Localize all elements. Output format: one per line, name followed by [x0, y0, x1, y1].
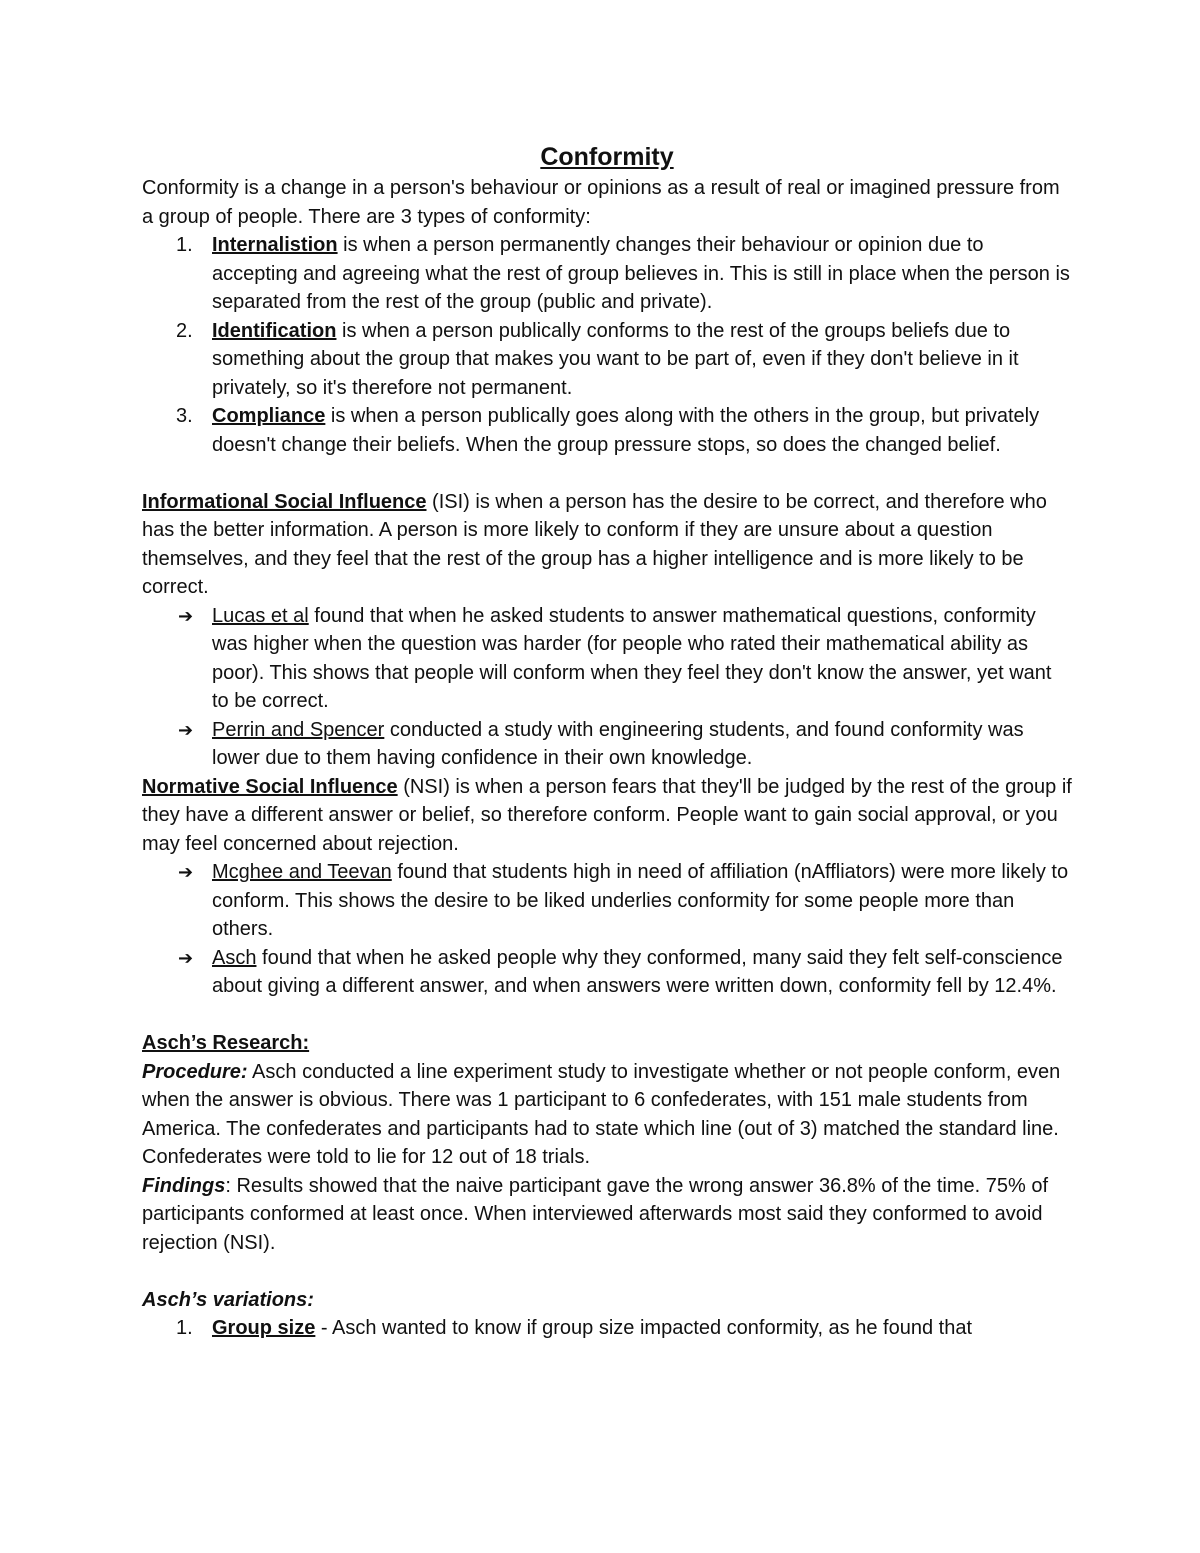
- isi-evidence-list: [142, 602, 1072, 773]
- procedure-text: Asch conducted a line experiment study to investigate whether or not people conform, even when the answer is obvious. There was 1 participant to 6 confederates, with 151 male students from America. The confederates and participants had to state which line (out of 3) matched the standard line. Confederates were told to lie for 12 out of 18 trials.: [142, 1060, 1061, 1168]
- term-definition: is when a person publically goes along with the others in the group, but privately doesn't change their beliefs. When the group pressure stops, so does the changed belief.: [212, 405, 1040, 456]
- isi-paragraph: [142, 488, 1072, 602]
- arrow-bullet-icon: ➔: [178, 719, 194, 740]
- variations-list: [142, 1314, 1072, 1343]
- findings-text: : Results showed that the naive participant gave the wrong answer 36.8% of the time. 75% of participants conformed at least once. When interviewed afterwards most said they conformed to avoid rejection (NSI).: [142, 1174, 1049, 1254]
- arrow-bullet-icon: ➔: [178, 947, 194, 968]
- list-number: 2.: [176, 319, 193, 342]
- list-number: 3.: [176, 405, 193, 427]
- list-item: [142, 1314, 1072, 1343]
- study-text: found that students high in need of affiliation (nAffliators) were more likely to conform. This shows the desire to be liked underlies conformity for some people more than others.: [212, 861, 1069, 940]
- list-item: [142, 231, 1072, 317]
- nsi-paragraph: [142, 773, 1072, 859]
- term-compliance: Compliance: [212, 405, 326, 427]
- term-isi: Informational Social Influence: [142, 490, 427, 513]
- list-item: [142, 858, 1072, 944]
- study-name: Perrin and Spencer: [212, 718, 385, 741]
- list-item: [142, 944, 1072, 1001]
- list-item: [142, 602, 1072, 716]
- list-number: 1.: [176, 234, 193, 256]
- list-number: 1.: [176, 1317, 193, 1339]
- paragraph-gap: [142, 1001, 1072, 1030]
- nsi-definition: (NSI) is when a person fears that they'll be judged by the rest of the group if they have a different answer or belief, so therefore conform. People want to gain social approval, or you may feel concerned about rejection.: [142, 775, 1072, 855]
- paragraph-gap: [142, 1257, 1072, 1286]
- term-definition: is when a person permanently changes their behaviour or opinion due to accepting and agreeing what the rest of group believes in. This is still in place when the person is separated from the rest of the group (public and private).: [212, 234, 1070, 313]
- arrow-bullet-icon: ➔: [178, 605, 194, 626]
- procedure-paragraph: [142, 1058, 1072, 1172]
- findings-paragraph: [142, 1172, 1072, 1258]
- study-name: Lucas et al: [212, 604, 309, 627]
- list-item: [142, 317, 1072, 403]
- intro-paragraph: Conformity is a change in a person's behaviour or opinions as a result of real or imagined pressure from a group of people. There are 3 types of conformity:: [142, 177, 1060, 228]
- term-group-size: Group size: [212, 1317, 316, 1339]
- study-name: Mcghee and Teevan: [212, 861, 392, 883]
- document-page: [142, 140, 1072, 1343]
- page-title: Conformity: [540, 143, 674, 171]
- procedure-label: Procedure:: [142, 1060, 248, 1083]
- study-text: conducted a study with engineering students, and found conformity was lower due to them having confidence in their own knowledge.: [212, 718, 1024, 769]
- list-item: [142, 716, 1072, 773]
- study-name: Asch: [212, 946, 257, 969]
- paragraph-gap: [142, 459, 1072, 488]
- arrow-bullet-icon: ➔: [178, 862, 194, 882]
- term-identification: Identification: [212, 319, 337, 342]
- findings-label: Findings: [142, 1174, 226, 1197]
- list-item: [142, 402, 1072, 459]
- variations-heading: Asch’s variations:: [142, 1288, 314, 1311]
- study-text: found that when he asked students to answer mathematical questions, conformity was higher when the question was harder (for people who rated their mathematical ability as poor). This shows that people will conform when they feel they don't know the answer, yet want to be correct.: [212, 604, 1052, 712]
- conformity-types-list: [142, 231, 1072, 459]
- term-definition: - Asch wanted to know if group size impacted conformity, as he found that: [315, 1317, 972, 1339]
- study-text: found that when he asked people why they conformed, many said they felt self-conscience about giving a different answer, and when answers were written down, conformity fell by 12.4%.: [212, 946, 1063, 997]
- term-internalisation: Internalistion: [212, 234, 338, 256]
- term-nsi: Normative Social Influence: [142, 775, 398, 798]
- research-heading: Asch’s Research:: [142, 1032, 310, 1054]
- isi-definition: (ISI) is when a person has the desire to be correct, and therefore who has the better information. A person is more likely to conform if they are unsure about a question themselves, and they feel that the rest of the group has a higher intelligence and is more likely to be correct.: [142, 490, 1047, 598]
- nsi-evidence-list: [142, 858, 1072, 1001]
- term-definition: is when a person publically conforms to the rest of the groups beliefs due to something about the group that makes you want to be part of, even if they don't believe in it privately, so it's therefore not permanent.: [212, 319, 1019, 399]
